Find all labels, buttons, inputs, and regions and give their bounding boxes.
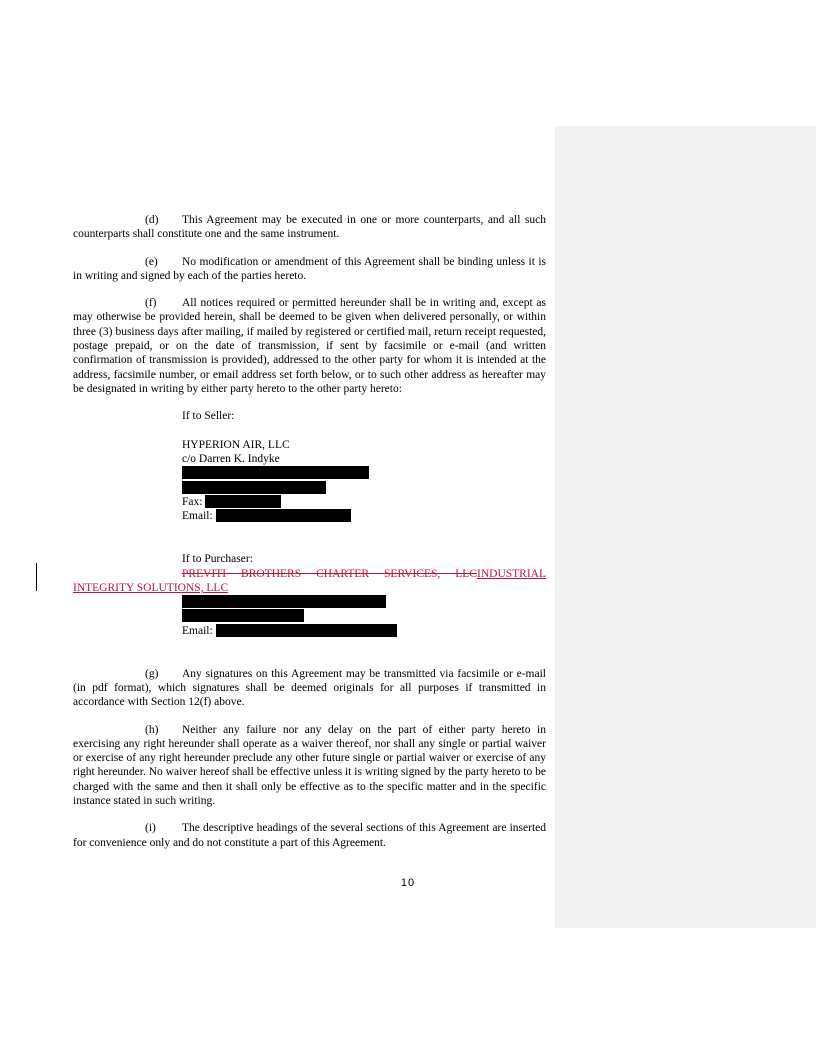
seller-attn: c/o Darren K. Indyke bbox=[182, 453, 280, 466]
paragraph-e bbox=[73, 255, 546, 284]
seller-fax-label: Fax: bbox=[182, 496, 203, 509]
paragraph-text: All notices required or permitted hereunder shall be in writing and, except as may otherwise be provided herein, shall be deemed to be given when delivered personally, or within three (3) business days after mailing, if mailed by registered or certified mail, return receipt requested, postage prepaid, or on the date of transmission, if sent by facsimile or e-mail (and written confirmation of transmission is provided), addressed to the other party for whom it is intended at the address, facsimile number, or email address set forth below, or to such other address as hereafter may be designated in writing by either party hereto to the other party hereto: bbox=[73, 297, 546, 395]
redaction bbox=[216, 509, 351, 522]
document-page bbox=[73, 213, 546, 863]
redaction bbox=[182, 481, 326, 494]
paragraph-i bbox=[73, 821, 546, 850]
seller-heading: If to Seller: bbox=[182, 410, 235, 423]
inserted-purchaser-name-cont: INTEGRITY SOLUTIONS, LLC bbox=[73, 581, 229, 594]
comment-pane bbox=[555, 126, 816, 928]
paragraph-h bbox=[73, 723, 546, 809]
purchaser-address-block bbox=[182, 595, 546, 666]
seller-address-block bbox=[182, 409, 546, 566]
paragraph-text: Neither any failure nor any delay on the part of either party hereto in exercising any right hereunder shall operate as a waiver thereof, nor shall any single or partial waiver or exercise of any right hereunder preclude any other future single or partial waiver or exercise of any right hereunder. No waiver hereof shall be effective unless it is writing signed by the party hereto to be charged with the same and then it shall only be effective as to the specific matter and in the specific instance stated in such writing. bbox=[73, 723, 546, 807]
paragraph-label: (i) bbox=[145, 822, 156, 835]
paragraph-text: This Agreement may be executed in one or more counterparts, and all such counterparts shall constitute one and the same instrument. bbox=[73, 214, 546, 241]
paragraph-text: No modification or amendment of this Agreement shall be binding unless it is in writing and signed by each of the parties hereto. bbox=[73, 255, 546, 282]
paragraph-label: (h) bbox=[145, 723, 159, 736]
seller-name: HYPERION AIR, LLC bbox=[182, 438, 290, 451]
seller-email-label: Email: bbox=[182, 510, 213, 523]
paragraph-text: Any signatures on this Agreement may be transmitted via facsimile or e-mail (in pdf format), which signatures shall be deemed originals for all purposes if transmitted in accordance with Section 12(f) above. bbox=[73, 667, 546, 709]
purchaser-email-label: Email: bbox=[182, 624, 213, 637]
paragraph-label: (f) bbox=[145, 297, 157, 310]
paragraph-label: (g) bbox=[145, 667, 159, 680]
redaction bbox=[216, 624, 397, 637]
purchaser-heading: If to Purchaser: bbox=[182, 553, 253, 566]
revision-bar bbox=[36, 563, 37, 591]
paragraph-label: (e) bbox=[145, 255, 158, 268]
paragraph-g bbox=[73, 667, 546, 710]
paragraph-f bbox=[73, 296, 546, 396]
paragraph-label: (d) bbox=[145, 214, 159, 226]
inserted-purchaser-name: INDUSTRIAL bbox=[477, 567, 546, 580]
redaction bbox=[182, 595, 386, 608]
paragraph-d bbox=[73, 213, 546, 242]
page-number: 10 bbox=[400, 877, 416, 889]
purchaser-name-line bbox=[73, 567, 546, 581]
deleted-purchaser-name: PREVITI BROTHERS CHARTER SERVICES, LLC bbox=[182, 567, 477, 580]
redaction bbox=[205, 495, 281, 508]
paragraph-text: The descriptive headings of the several sections of this Agreement are inserted for convenience only and do not constitute a part of this Agreement. bbox=[73, 822, 546, 849]
redaction bbox=[182, 466, 369, 479]
redaction bbox=[182, 609, 304, 622]
